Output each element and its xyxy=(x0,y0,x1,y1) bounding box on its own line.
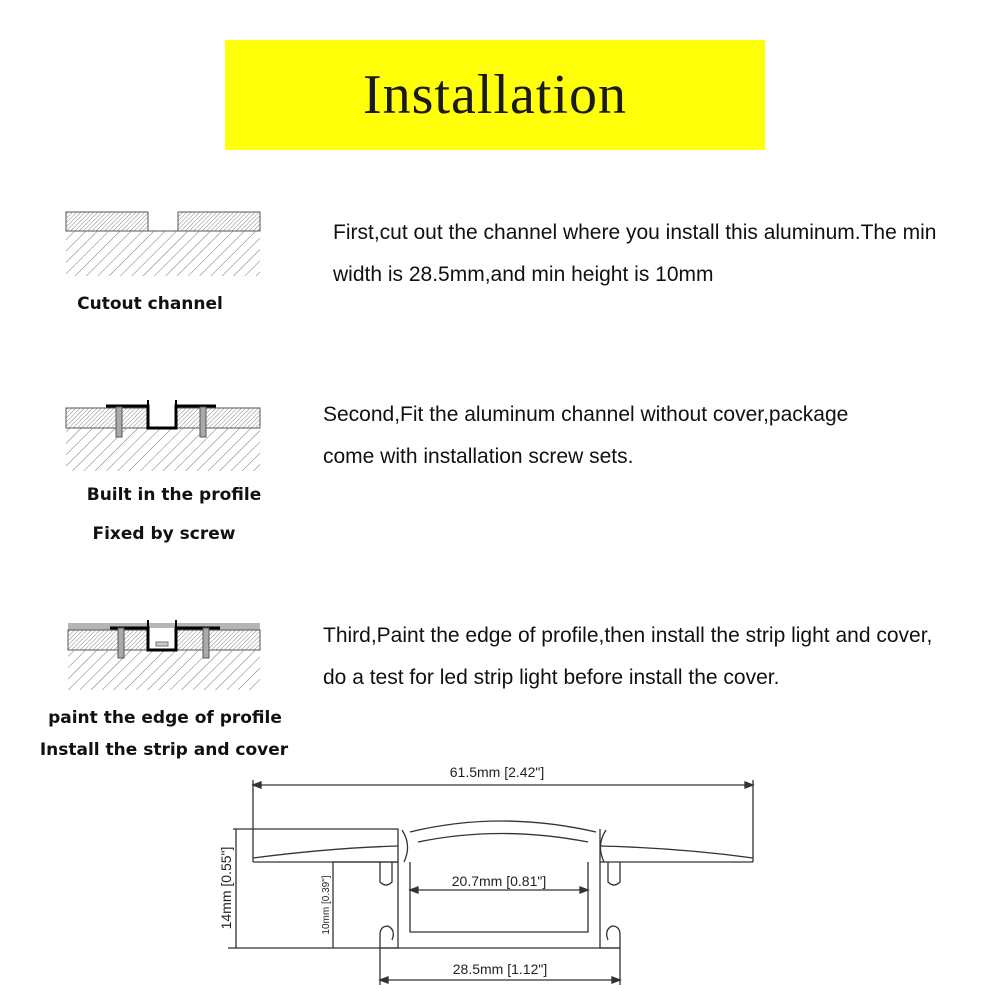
inner-width-label: 20.7mm [0.81"] xyxy=(451,873,547,889)
built-in-profile-diagram xyxy=(66,400,260,471)
step-3-label-1: paint the edge of profile xyxy=(48,708,282,728)
base-width-label: 28.5mm [1.12"] xyxy=(452,961,548,977)
step-2-label-1: Built in the profile xyxy=(86,485,262,505)
step-3-label-2: Install the strip and cover xyxy=(39,740,289,760)
paint-and-cover-diagram xyxy=(68,620,260,690)
page-title: Installation xyxy=(363,64,627,126)
step-3-text: Third,Paint the edge of profile,then install the strip light and cover, do a test for led strip light before install the cover. xyxy=(323,624,933,689)
step-2-text: Second,Fit the aluminum channel without cover,package come with installation screw sets. xyxy=(323,403,849,468)
step-1-text: First,cut out the channel where you install this aluminum.The min width is 28.5mm,and min height is 10mm xyxy=(333,221,937,286)
step-1-label: Cutout channel xyxy=(77,294,223,314)
total-width-label: 61.5mm [2.42"] xyxy=(449,764,545,780)
step-2-label-2: Fixed by screw xyxy=(92,524,236,544)
cutout-channel-diagram xyxy=(66,212,260,276)
inner-height-label: 10mm [0.39"] xyxy=(321,875,332,935)
total-height-label: 14mm [0.55"] xyxy=(218,846,234,930)
